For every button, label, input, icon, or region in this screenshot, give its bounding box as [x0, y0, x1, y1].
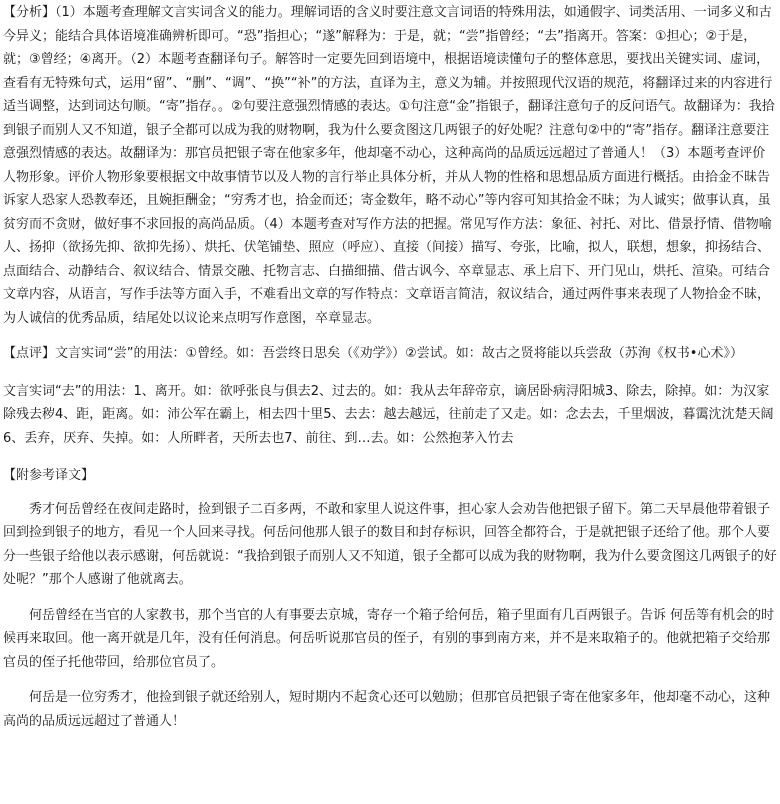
- translation-paragraph-2: 何岳曾经在当官的人家教书，那个当官的人有事要去京城，寄存一个箱子给何岳，箱子里面有几百两银子。告诉 何岳等有机会的时候再来取回。他一离开就是几年，没有任何消息。何岳听说那官员的侄子，有别的事到南方来，并不是来取箱子的。他就把箱子交给那官员的侄子托他带回，给那位官员了。: [3, 607, 775, 670]
- translation-paragraph-3: 何岳是一位穷秀才，他捡到银子就还给别人，短时期内不起贪心还可以勉励；但那官员把银子寄在他家多年，他却毫不动心，这种高尚的品质远远超过了普通人！: [3, 690, 771, 729]
- analysis-section: 【分析】（1）本题考查理解文言实词含义的能力。理解词语的含义时要注意文言词语的特殊用法，如通假字、词类活用、一词多义和古今异义；能结合具体语境准确辨析即可。“恐”指担心；“遂”解释为：于是，就；“尝”指曾经；“去”指离开。答案：①担心；②于是，就；③曾经；④离开。（2）本题考查翻译句子。解答时一定要先回到语境中，根据语境读懂句子的整体意思，要找出关键实词、虚词，查看有无特殊句式，运用“留”、“删”、“调”、“换”“补”的方法，直译为主，意义为辅。并按照现代汉语的规范，将翻译过来的内容进行适当调整，达到词达句顺。“寄”指存。。②句要注意强烈情感的表达。①句注意“金”指银子，翻译注意句子的反问语气。故翻译为：我拾到银子而别人又不知道，银子全都可以成为我的财物啊，我为什么要贪图这几两银子的好处呢？注意句②中的“寄”指存。翻译注意要注意强烈情感的表达。故翻译为：那官员把银子寄在他家多年，他却毫不动心，这种高尚的品质远远超过了普通人！（3）本题考查评价人物形象。评价人物形象要根据文中故事情节以及人物的言行举止具体分析，并从人物的性格和思想品质方面进行概括。由拾金不昧告诉家人恐家人恐教奉还，且婉拒酬金；“穷秀才也，拾金而还；寄金数年，略不动心”等内容可知其拾金不昧；为人诚实；做事认真，虽贫穷而不贪财，做好事不求回报的高尚品质。（4）本题考查对写作方法的把握。常见写作方法：象征、衬托、对比、借景抒情、借物喻人、扬抑（欲扬先抑、欲抑先扬）、烘托、伏笔铺垫、照应（呼应）、直接（间接）描写、夸张，比喻，拟人，联想，想象，抑扬结合、点面结合、动静结合、叙议结合、情景交融、托物言志、白描细描、借古讽今、卒章显志、承上启下、开门见山，烘托、渲染。可结合文章内容，从语言，写作手法等方面入手，不难看出文章的写作特点：文章语言简洁，叙议结合，通过两件事来表现了人物拾金不昧，为人诚信的优秀品质，结尾处以议论来点明写作意图，卒章显志。: [3, 5, 775, 326]
- translation-header: 【附参考译文】: [3, 468, 95, 483]
- translation-paragraph-1: 秀才何岳曾经在夜间走路时，捡到银子二百多两，不敢和家里人说这件事，担心家人会劝告他把银子留下。第二天早晨他带着银子回到捡到银子的地方，看见一个人回来寻找。何岳问他那人银子的数目和封存标识，回答全都符合，于是就把银子还给了他。那个人要分一些银子给他以表示感谢，何岳就说：“我拾到银子而别人又不知道，银子全都可以成为我的财物啊，我为什么要贪图这几两银子的好处呢？”那个人感谢了他就离去。: [3, 501, 777, 587]
- comment-section: 【点评】文言实词“尝”的用法：①曾经。如：吾尝终日思矣（《劝学》）②尝试。如：故古之贤将能以兵尝敌（苏洵《权书•心术》）: [3, 346, 743, 361]
- usage-section: 文言实词“去”的用法：1、离开。如：欲呼张良与俱去2、过去的。如：我从去年辞帝京，谪居卧病浔阳城3、除去，除掉。如：为汉家除残去秽4、距，距离。如：沛公军在霸上，相去四十里5、去去：越去越远，往前走了又走。如：念去去，千里烟波，暮霭沈沈楚天阔6、丢弃，厌弃、失掉。如：人所畔者，天所去也7、前往、到…去。如：公然抱茅入竹去: [3, 383, 774, 446]
- solution-document: [3, 1, 777, 733]
